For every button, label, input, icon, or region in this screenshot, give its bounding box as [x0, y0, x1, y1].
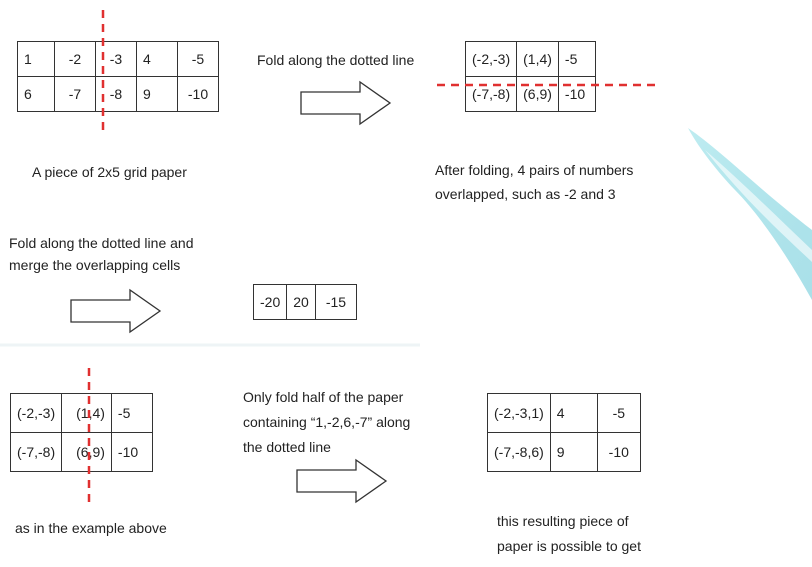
panel2-caption-line2: overlapped, such as -2 and 3 [435, 186, 616, 202]
table-row [466, 77, 596, 112]
grid-cell: 20 [287, 285, 316, 320]
panel5-instruction-line2: containing “1,-2,6,-7” along [243, 414, 411, 430]
panel1-caption: A piece of 2x5 grid paper [32, 164, 187, 180]
panel3-instruction-line2: merge the overlapping cells [9, 257, 181, 273]
grid-cell: -7 [55, 77, 96, 112]
panel5-instruction-line3: the dotted line [243, 439, 331, 455]
grid-cell: -5 [597, 394, 640, 433]
grid-cell: 6 [18, 77, 55, 112]
table-row [11, 394, 153, 433]
panel2-instruction: Fold along the dotted line [257, 52, 415, 68]
grid-cell: (1,4) [62, 394, 112, 433]
panel4-grid [10, 393, 153, 472]
grid-cell: -10 [558, 77, 595, 112]
table-row [488, 433, 641, 472]
grid-cell: -3 [96, 42, 137, 77]
grid-cell: -5 [558, 42, 595, 77]
panel2-caption-line1: After folding, 4 pairs of numbers [435, 162, 634, 178]
panel4-caption: as in the example above [15, 520, 167, 536]
right-arrow-icon [300, 80, 392, 126]
panel5-caption-line2: paper is possible to get [497, 538, 641, 554]
table-row [18, 42, 219, 77]
grid-cell: -10 [111, 433, 152, 472]
table-row [11, 433, 153, 472]
right-arrow-icon [70, 288, 162, 334]
panel2-grid [465, 41, 596, 112]
grid-cell: -10 [597, 433, 640, 472]
grid-cell: (-7,-8,6) [488, 433, 551, 472]
grid-cell: 4 [550, 394, 597, 433]
grid-cell: -20 [254, 285, 287, 320]
table-row [254, 285, 357, 320]
grid-cell: (-7,-8) [466, 77, 517, 112]
panel3-grid [253, 284, 357, 320]
grid-cell: -5 [178, 42, 219, 77]
panel5-caption-line1: this resulting piece of [497, 513, 629, 529]
grid-cell: 1 [18, 42, 55, 77]
grid-cell: (-2,-3) [466, 42, 517, 77]
grid-cell: (6,9) [517, 77, 559, 112]
panel5-instruction-line1: Only fold half of the paper [243, 389, 404, 405]
table-row [466, 42, 596, 77]
panel3-instruction-line1: Fold along the dotted line and [9, 235, 194, 251]
grid-cell: -15 [315, 285, 356, 320]
grid-cell: -8 [96, 77, 137, 112]
grid-cell: 4 [137, 42, 178, 77]
panel5-grid [487, 393, 641, 472]
grid-cell: (6,9) [62, 433, 112, 472]
table-row [488, 394, 641, 433]
grid-cell: (-2,-3,1) [488, 394, 551, 433]
grid-cell: -5 [111, 394, 152, 433]
table-row [18, 77, 219, 112]
grid-cell: (-7,-8) [11, 433, 62, 472]
grid-cell: -10 [178, 77, 219, 112]
grid-cell: -2 [55, 42, 96, 77]
right-arrow-icon [296, 458, 388, 504]
grid-cell: (1,4) [517, 42, 559, 77]
grid-cell: (-2,-3) [11, 394, 62, 433]
grid-cell: 9 [550, 433, 597, 472]
grid-cell: 9 [137, 77, 178, 112]
panel1-grid [17, 41, 219, 112]
